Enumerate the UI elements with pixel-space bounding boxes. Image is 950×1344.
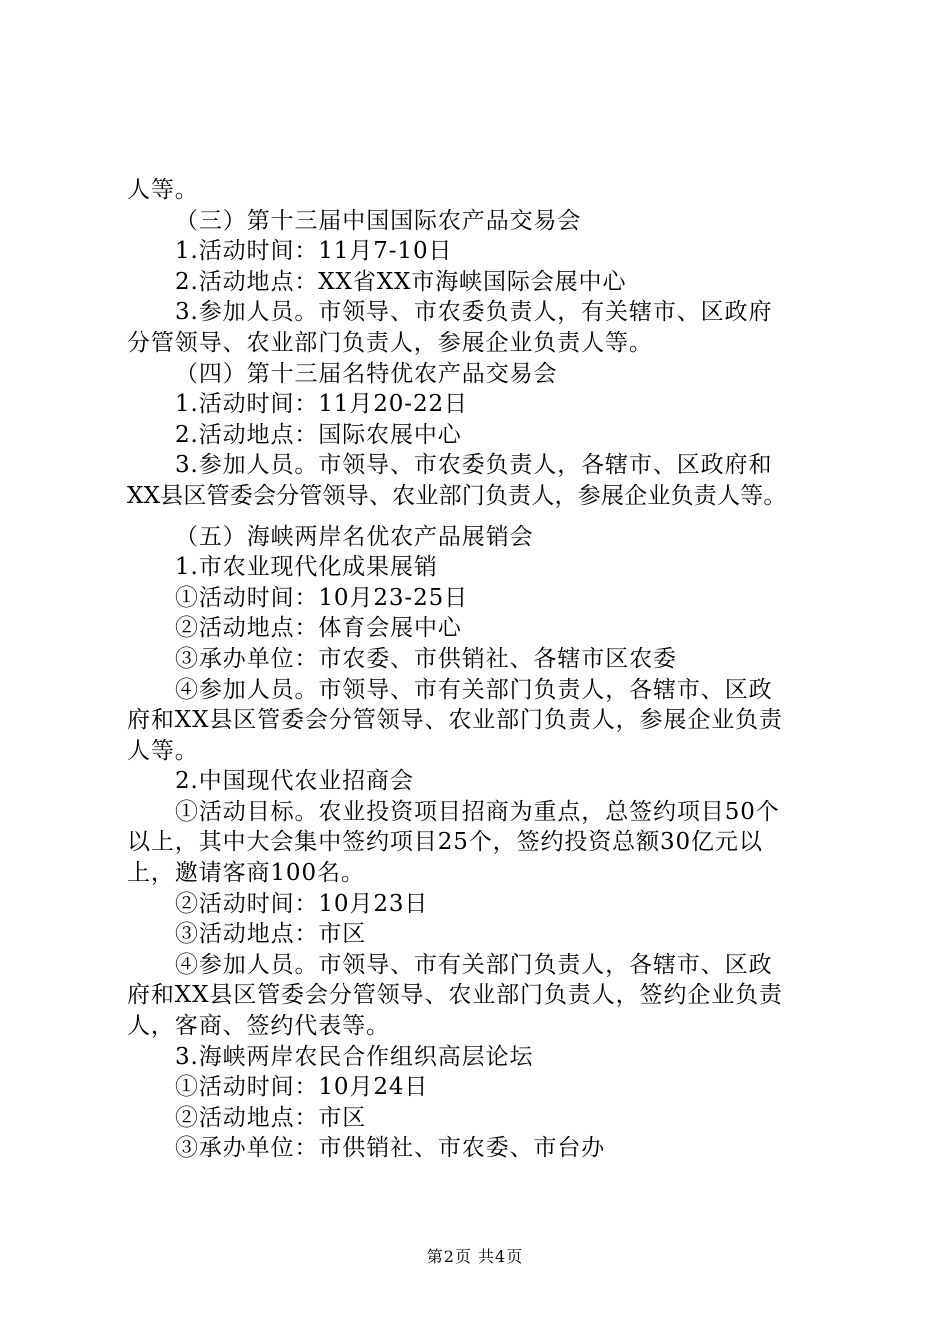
- text-line: 府和XX县区管委会分管领导、农业部门负责人，签约企业负责: [127, 982, 783, 1009]
- text-line: ③承办单位：市供销社、市农委、市台办: [175, 1135, 606, 1162]
- text-line: ②活动时间：10月23日: [175, 890, 429, 917]
- text-line: 3.参加人员。市领导、市农委负责人，各辖市、区政府和: [175, 452, 773, 479]
- text-line: ④参加人员。市领导、市有关部门负责人，各辖市、区政: [175, 951, 773, 978]
- paragraph-gap: [127, 512, 827, 522]
- text-line: 3.海峡两岸农民合作组织高层论坛: [175, 1043, 534, 1070]
- text-line: ①活动时间：10月23-25日: [175, 584, 469, 611]
- text-line: 分管领导、农业部门负责人，参展企业负责人等。: [127, 329, 653, 356]
- page-number: 第2页 共4页: [426, 1247, 524, 1266]
- text-line: ③承办单位：市农委、市供销社、各辖市区农委: [175, 645, 677, 672]
- text-line: 人，客商、签约代表等。: [127, 1013, 390, 1040]
- text-line: 上，邀请客商100名。: [127, 860, 365, 887]
- section-heading: （四）第十三届名特优农产品交易会: [175, 360, 558, 387]
- text-line: 人等。: [127, 177, 199, 203]
- text-line: 以上，其中大会集中签约项目25个，签约投资总额30亿元以: [127, 829, 763, 856]
- section-heading: （五）海峡两岸名优农产品展销会: [175, 523, 534, 550]
- text-line: 2.中国现代农业招商会: [175, 768, 414, 795]
- text-line: 3.参加人员。市领导、市农委负责人，有关辖市、区政府: [175, 299, 773, 326]
- text-line: ②活动地点：市区: [175, 1104, 367, 1131]
- text-line: ①活动目标。农业投资项目招商为重点，总签约项目50个: [175, 798, 780, 825]
- text-line: 2.活动地点：XX省XX市海峡国际会展中心: [175, 268, 627, 295]
- text-line: 1.活动时间：11月20-22日: [175, 391, 468, 418]
- text-line: ③活动地点：市区: [175, 921, 367, 948]
- text-line: ④参加人员。市领导、市有关部门负责人，各辖市、区政: [175, 676, 773, 703]
- section-heading: （三）第十三届中国国际农产品交易会: [175, 207, 582, 234]
- text-line: 人等。: [127, 737, 199, 764]
- text-line: XX县区管委会分管领导、农业部门负责人，参展企业负责人等。: [127, 482, 787, 509]
- text-line: 1.市农业现代化成果展销: [175, 554, 438, 581]
- document-body: [127, 175, 827, 1164]
- text-line: 1.活动时间：11月7-10日: [175, 238, 453, 265]
- text-line: 2.活动地点：国际农展中心: [175, 421, 462, 448]
- text-line: 府和XX县区管委会分管领导、农业部门负责人，参展企业负责: [127, 707, 783, 734]
- text-line: ②活动地点：体育会展中心: [175, 615, 462, 642]
- text-line: ①活动时间：10月24日: [175, 1074, 429, 1101]
